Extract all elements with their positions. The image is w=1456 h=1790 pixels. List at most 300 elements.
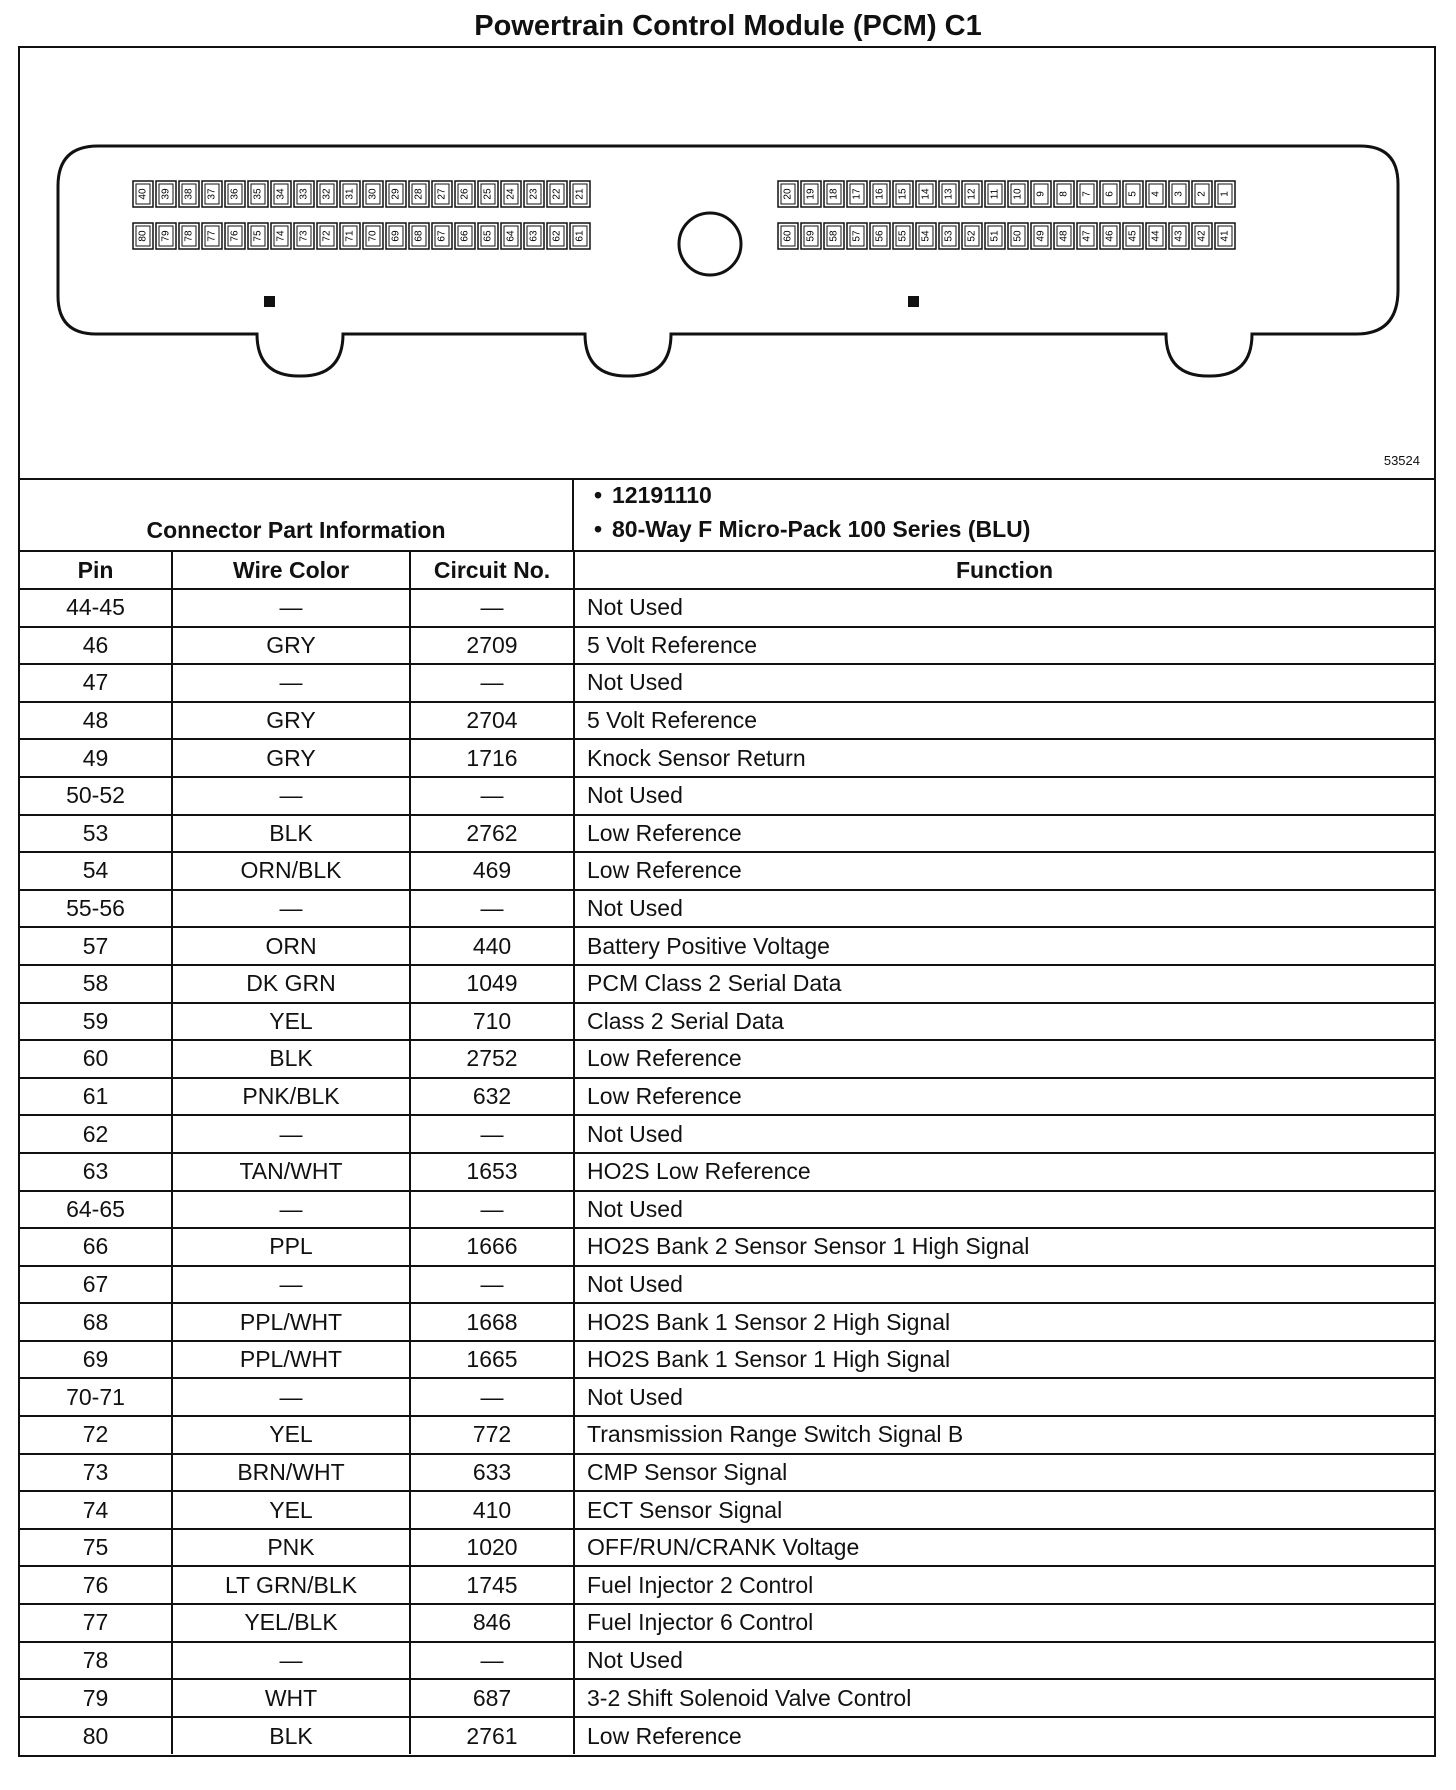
pin-number: 52 (966, 230, 978, 242)
function-cell: 5 Volt Reference (574, 702, 1434, 740)
circuit-number-cell: 2709 (410, 627, 574, 665)
pin-cavity (570, 223, 590, 249)
pin-cavity (225, 223, 245, 249)
pin-cavity (478, 223, 498, 249)
function-cell: OFF/RUN/CRANK Voltage (574, 1529, 1434, 1567)
pin-cavity (248, 223, 268, 249)
pin-cavity (916, 181, 936, 207)
wire-color-cell: YEL/BLK (172, 1604, 410, 1642)
pin-number: 72 (321, 230, 333, 242)
pin-number: 42 (1196, 230, 1208, 242)
wire-color-cell: GRY (172, 702, 410, 740)
pin-number: 15 (897, 188, 909, 200)
pin-number: 5 (1127, 191, 1139, 197)
pin-number: 18 (828, 188, 840, 200)
pin-table (20, 550, 1434, 1754)
circuit-number-cell: 1653 (410, 1153, 574, 1191)
pin-cavity (202, 181, 222, 207)
function-cell: Not Used (574, 1378, 1434, 1416)
pin-cell: 75 (20, 1529, 172, 1567)
pin-cavity (870, 181, 890, 207)
pin-number: 79 (160, 230, 172, 242)
connector-pins (133, 181, 1235, 249)
table-row (20, 1566, 1434, 1604)
part-number: • 12191110 (576, 478, 1434, 512)
table-row (20, 1003, 1434, 1041)
function-cell: 3-2 Shift Solenoid Valve Control (574, 1679, 1434, 1717)
pin-number: 51 (989, 230, 1001, 242)
pin-number: 23 (528, 188, 540, 200)
circuit-number-cell: 846 (410, 1604, 574, 1642)
pin-number: 60 (782, 230, 794, 242)
function-cell: Low Reference (574, 815, 1434, 853)
function-cell: Class 2 Serial Data (574, 1003, 1434, 1041)
table-row (20, 1191, 1434, 1229)
figure-number: 53524 (1383, 453, 1420, 468)
table-row (20, 702, 1434, 740)
circuit-number-cell: 632 (410, 1078, 574, 1116)
table-row (20, 965, 1434, 1003)
pin-number: 19 (805, 188, 817, 200)
pin-number: 47 (1081, 230, 1093, 242)
pin-number: 58 (828, 230, 840, 242)
pin-cell: 73 (20, 1454, 172, 1492)
wire-color-cell: — (172, 1266, 410, 1304)
pin-cell: 59 (20, 1003, 172, 1041)
pin-cavity (1031, 223, 1051, 249)
pin-cavity (547, 223, 567, 249)
pin-number: 80 (137, 230, 149, 242)
pin-cavity (1123, 181, 1143, 207)
table-row (20, 927, 1434, 965)
circuit-number-cell: — (410, 777, 574, 815)
pin-cavity (524, 181, 544, 207)
pin-number: 68 (413, 230, 425, 242)
function-cell: Battery Positive Voltage (574, 927, 1434, 965)
pin-cavity (501, 181, 521, 207)
pin-cavity (916, 223, 936, 249)
pin-cavity (317, 181, 337, 207)
pin-cavity (1054, 223, 1074, 249)
circuit-number-cell: 710 (410, 1003, 574, 1041)
function-cell: HO2S Low Reference (574, 1153, 1434, 1191)
pin-cavity (1008, 181, 1028, 207)
wire-color-cell: — (172, 664, 410, 702)
pin-cavity (824, 223, 844, 249)
pin-cavity (1123, 223, 1143, 249)
wire-color-cell: — (172, 1115, 410, 1153)
pin-number: 1 (1219, 191, 1231, 197)
pin-cell: 70-71 (20, 1378, 172, 1416)
pin-number: 10 (1012, 188, 1024, 200)
table-row (20, 1491, 1434, 1529)
pin-number: 4 (1150, 191, 1162, 197)
pin-80-marker (264, 296, 275, 307)
circuit-number-cell: 1745 (410, 1566, 574, 1604)
table-row (20, 890, 1434, 928)
pin-cavity (939, 223, 959, 249)
pin-cell: 61 (20, 1078, 172, 1116)
connector-description: • 80-Way F Micro-Pack 100 Series (BLU) (576, 512, 1434, 546)
function-cell: Not Used (574, 890, 1434, 928)
pin-cavity (133, 181, 153, 207)
function-cell: Fuel Injector 2 Control (574, 1566, 1434, 1604)
pin-number: 14 (920, 188, 932, 200)
pin-number: 12 (966, 188, 978, 200)
pin-cavity (893, 181, 913, 207)
pin-cavity (156, 223, 176, 249)
pin-cavity (570, 181, 590, 207)
header-function: Function (574, 551, 1434, 589)
function-cell: Not Used (574, 1191, 1434, 1229)
pin-number: 43 (1173, 230, 1185, 242)
pin-cavity (1169, 181, 1189, 207)
function-cell: Low Reference (574, 852, 1434, 890)
table-row (20, 627, 1434, 665)
pin-cell: 77 (20, 1604, 172, 1642)
pin-number: 28 (413, 188, 425, 200)
connector-part-info-label: Connector Part Information (20, 478, 574, 550)
pin-cavity (1031, 181, 1051, 207)
pin-cavity (1054, 181, 1074, 207)
pin-number: 24 (505, 188, 517, 200)
function-cell: Not Used (574, 664, 1434, 702)
pin-number: 6 (1104, 191, 1116, 197)
connector-part-info-list (576, 478, 1434, 550)
pin-cavity (1215, 181, 1235, 207)
pin-number: 2 (1196, 191, 1208, 197)
circuit-number-cell: 469 (410, 852, 574, 890)
pin-cell: 62 (20, 1115, 172, 1153)
pin-number: 46 (1104, 230, 1116, 242)
circuit-number-cell: — (410, 664, 574, 702)
pin-cavity (294, 181, 314, 207)
pin-cavity (824, 181, 844, 207)
wire-color-cell: BLK (172, 1717, 410, 1755)
wire-color-cell: PNK/BLK (172, 1078, 410, 1116)
wire-color-cell: PPL/WHT (172, 1303, 410, 1341)
pin-cell: 53 (20, 815, 172, 853)
circuit-number-cell: 687 (410, 1679, 574, 1717)
wire-color-cell: YEL (172, 1491, 410, 1529)
pin-cell: 55-56 (20, 890, 172, 928)
pin-number: 70 (367, 230, 379, 242)
connector-center-hole (679, 213, 741, 275)
pin-number: 38 (183, 188, 195, 200)
pin-table-body (20, 589, 1434, 1754)
pin-cavity (294, 223, 314, 249)
pin-cavity (455, 223, 475, 249)
wire-color-cell: — (172, 589, 410, 627)
circuit-number-cell: 410 (410, 1491, 574, 1529)
pin-cavity (962, 223, 982, 249)
function-cell: HO2S Bank 1 Sensor 2 High Signal (574, 1303, 1434, 1341)
pin-number: 21 (574, 188, 586, 200)
circuit-number-cell: — (410, 1266, 574, 1304)
table-row (20, 1153, 1434, 1191)
circuit-number-cell: 1716 (410, 739, 574, 777)
pin-number: 67 (436, 230, 448, 242)
wire-color-cell: — (172, 1191, 410, 1229)
pin-cavity (1192, 223, 1212, 249)
pin-number: 36 (229, 188, 241, 200)
pin-number: 40 (137, 188, 149, 200)
table-row (20, 1115, 1434, 1153)
pin-number: 57 (851, 230, 863, 242)
pin-cell: 58 (20, 965, 172, 1003)
pin-60-marker (908, 296, 919, 307)
pin-cell: 76 (20, 1566, 172, 1604)
header-circuit-no: Circuit No. (410, 551, 574, 589)
pin-number: 78 (183, 230, 195, 242)
pin-number: 27 (436, 188, 448, 200)
pin-cavity (478, 181, 498, 207)
function-cell: ECT Sensor Signal (574, 1491, 1434, 1529)
function-cell: Low Reference (574, 1040, 1434, 1078)
pin-cell: 79 (20, 1679, 172, 1717)
wire-color-cell: WHT (172, 1679, 410, 1717)
pin-cell: 67 (20, 1266, 172, 1304)
pin-number: 33 (298, 188, 310, 200)
pin-cavity (985, 181, 1005, 207)
pin-cavity (801, 223, 821, 249)
pin-cavity (133, 223, 153, 249)
pin-cavity (1215, 223, 1235, 249)
pin-cell: 74 (20, 1491, 172, 1529)
wire-color-cell: YEL (172, 1416, 410, 1454)
pin-cavity (1146, 223, 1166, 249)
pin-cavity (409, 223, 429, 249)
pin-number: 32 (321, 188, 333, 200)
circuit-number-cell: 2761 (410, 1717, 574, 1755)
pin-cell: 69 (20, 1341, 172, 1379)
pin-cavity (317, 223, 337, 249)
pin-number: 39 (160, 188, 172, 200)
function-cell: Not Used (574, 777, 1434, 815)
pin-cell: 54 (20, 852, 172, 890)
pin-cell: 63 (20, 1153, 172, 1191)
circuit-number-cell: — (410, 1378, 574, 1416)
pin-cavity (1100, 223, 1120, 249)
pin-number: 30 (367, 188, 379, 200)
table-row (20, 1040, 1434, 1078)
pin-number: 77 (206, 230, 218, 242)
pin-cavity (340, 181, 360, 207)
pin-cavity (1146, 181, 1166, 207)
wire-color-cell: YEL (172, 1003, 410, 1041)
circuit-number-cell: 1020 (410, 1529, 574, 1567)
pin-number: 20 (782, 188, 794, 200)
table-row (20, 1228, 1434, 1266)
pin-cavity (1008, 223, 1028, 249)
pin-cavity (225, 181, 245, 207)
wire-color-cell: — (172, 777, 410, 815)
wire-color-cell: DK GRN (172, 965, 410, 1003)
page-title: Powertrain Control Module (PCM) C1 (474, 10, 982, 42)
table-row (20, 852, 1434, 890)
pin-number: 75 (252, 230, 264, 242)
pin-cavity (985, 223, 1005, 249)
circuit-number-cell: 1665 (410, 1341, 574, 1379)
pin-cavity (386, 181, 406, 207)
pin-cavity (409, 181, 429, 207)
connector-face-drawing (20, 48, 1434, 478)
function-cell: PCM Class 2 Serial Data (574, 965, 1434, 1003)
function-cell: HO2S Bank 2 Sensor Sensor 1 High Signal (574, 1228, 1434, 1266)
circuit-number-cell: — (410, 1115, 574, 1153)
pin-number: 13 (943, 188, 955, 200)
pin-cavity (271, 181, 291, 207)
document-frame (18, 46, 1436, 1757)
circuit-number-cell: 2762 (410, 815, 574, 853)
pin-number: 53 (943, 230, 955, 242)
wire-color-cell: BRN/WHT (172, 1454, 410, 1492)
table-row (20, 1303, 1434, 1341)
pin-cell: 66 (20, 1228, 172, 1266)
pin-cell: 44-45 (20, 589, 172, 627)
pin-number: 8 (1058, 191, 1070, 197)
function-cell: 5 Volt Reference (574, 627, 1434, 665)
pin-number: 37 (206, 188, 218, 200)
pin-number: 35 (252, 188, 264, 200)
table-row (20, 1717, 1434, 1755)
pin-number: 69 (390, 230, 402, 242)
wire-color-cell: GRY (172, 739, 410, 777)
pin-cavity (1077, 223, 1097, 249)
table-row (20, 777, 1434, 815)
pin-cavity (847, 223, 867, 249)
pin-number: 65 (482, 230, 494, 242)
pin-cavity (432, 181, 452, 207)
pin-number: 7 (1081, 191, 1093, 197)
pin-cavity (893, 223, 913, 249)
pin-number: 55 (897, 230, 909, 242)
pin-number: 61 (574, 230, 586, 242)
function-cell: Low Reference (574, 1717, 1434, 1755)
table-row (20, 1416, 1434, 1454)
function-cell: Not Used (574, 1642, 1434, 1680)
pin-number: 49 (1035, 230, 1047, 242)
circuit-number-cell: 1049 (410, 965, 574, 1003)
table-row (20, 815, 1434, 853)
table-row (20, 1679, 1434, 1717)
pin-cavity (363, 223, 383, 249)
function-cell: Low Reference (574, 1078, 1434, 1116)
circuit-number-cell: 440 (410, 927, 574, 965)
table-row (20, 1604, 1434, 1642)
pin-cavity (939, 181, 959, 207)
pin-number: 63 (528, 230, 540, 242)
pin-cell: 72 (20, 1416, 172, 1454)
circuit-number-cell: — (410, 1642, 574, 1680)
function-cell: Knock Sensor Return (574, 739, 1434, 777)
wire-color-cell: PPL (172, 1228, 410, 1266)
pin-cell: 57 (20, 927, 172, 965)
pin-cavity (801, 181, 821, 207)
wire-color-cell: — (172, 1642, 410, 1680)
table-row (20, 1078, 1434, 1116)
pin-cavity (271, 223, 291, 249)
table-row (20, 739, 1434, 777)
pin-cell: 50-52 (20, 777, 172, 815)
pin-number: 17 (851, 188, 863, 200)
pin-cavity (202, 223, 222, 249)
pin-cavity (870, 223, 890, 249)
pin-cavity (363, 181, 383, 207)
function-cell: Transmission Range Switch Signal B (574, 1416, 1434, 1454)
pin-number: 34 (275, 188, 287, 200)
table-row (20, 1378, 1434, 1416)
pin-cavity (432, 223, 452, 249)
pin-cell: 68 (20, 1303, 172, 1341)
pin-number: 22 (551, 188, 563, 200)
wire-color-cell: PPL/WHT (172, 1341, 410, 1379)
pin-cell: 60 (20, 1040, 172, 1078)
pin-cavity (340, 223, 360, 249)
pin-number: 64 (505, 230, 517, 242)
pin-cavity (778, 223, 798, 249)
table-header-row (20, 551, 1434, 589)
wire-color-cell: — (172, 1378, 410, 1416)
pin-cell: 78 (20, 1642, 172, 1680)
pin-number: 31 (344, 188, 356, 200)
circuit-number-cell: 1666 (410, 1228, 574, 1266)
pin-cell: 46 (20, 627, 172, 665)
pin-cell: 80 (20, 1717, 172, 1755)
pin-number: 66 (459, 230, 471, 242)
pin-number: 25 (482, 188, 494, 200)
pin-cavity (1077, 181, 1097, 207)
header-pin: Pin (20, 551, 172, 589)
pin-cavity (847, 181, 867, 207)
wire-color-cell: ORN/BLK (172, 852, 410, 890)
wire-color-cell: LT GRN/BLK (172, 1566, 410, 1604)
pin-number: 29 (390, 188, 402, 200)
pin-number: 3 (1173, 191, 1185, 197)
pin-number: 62 (551, 230, 563, 242)
circuit-number-cell: 1668 (410, 1303, 574, 1341)
pin-number: 26 (459, 188, 471, 200)
pin-cavity (1169, 223, 1189, 249)
pin-number: 48 (1058, 230, 1070, 242)
pin-number: 59 (805, 230, 817, 242)
pin-cavity (179, 181, 199, 207)
pin-cavity (501, 223, 521, 249)
circuit-number-cell: — (410, 890, 574, 928)
pin-number: 41 (1219, 230, 1231, 242)
table-row (20, 1341, 1434, 1379)
table-row (20, 1529, 1434, 1567)
circuit-number-cell: 2704 (410, 702, 574, 740)
pin-number: 11 (989, 188, 1001, 200)
pin-cavity (1100, 181, 1120, 207)
function-cell: HO2S Bank 1 Sensor 1 High Signal (574, 1341, 1434, 1379)
pin-cavity (455, 181, 475, 207)
pin-cavity (962, 181, 982, 207)
table-row (20, 1642, 1434, 1680)
wire-color-cell: — (172, 890, 410, 928)
pin-number: 56 (874, 230, 886, 242)
function-cell: Not Used (574, 1266, 1434, 1304)
pin-cell: 47 (20, 664, 172, 702)
pin-number: 71 (344, 230, 356, 242)
table-row (20, 1454, 1434, 1492)
table-row (20, 589, 1434, 627)
wire-color-cell: GRY (172, 627, 410, 665)
pin-number: 16 (874, 188, 886, 200)
pin-cell: 64-65 (20, 1191, 172, 1229)
pin-number: 44 (1150, 230, 1162, 242)
